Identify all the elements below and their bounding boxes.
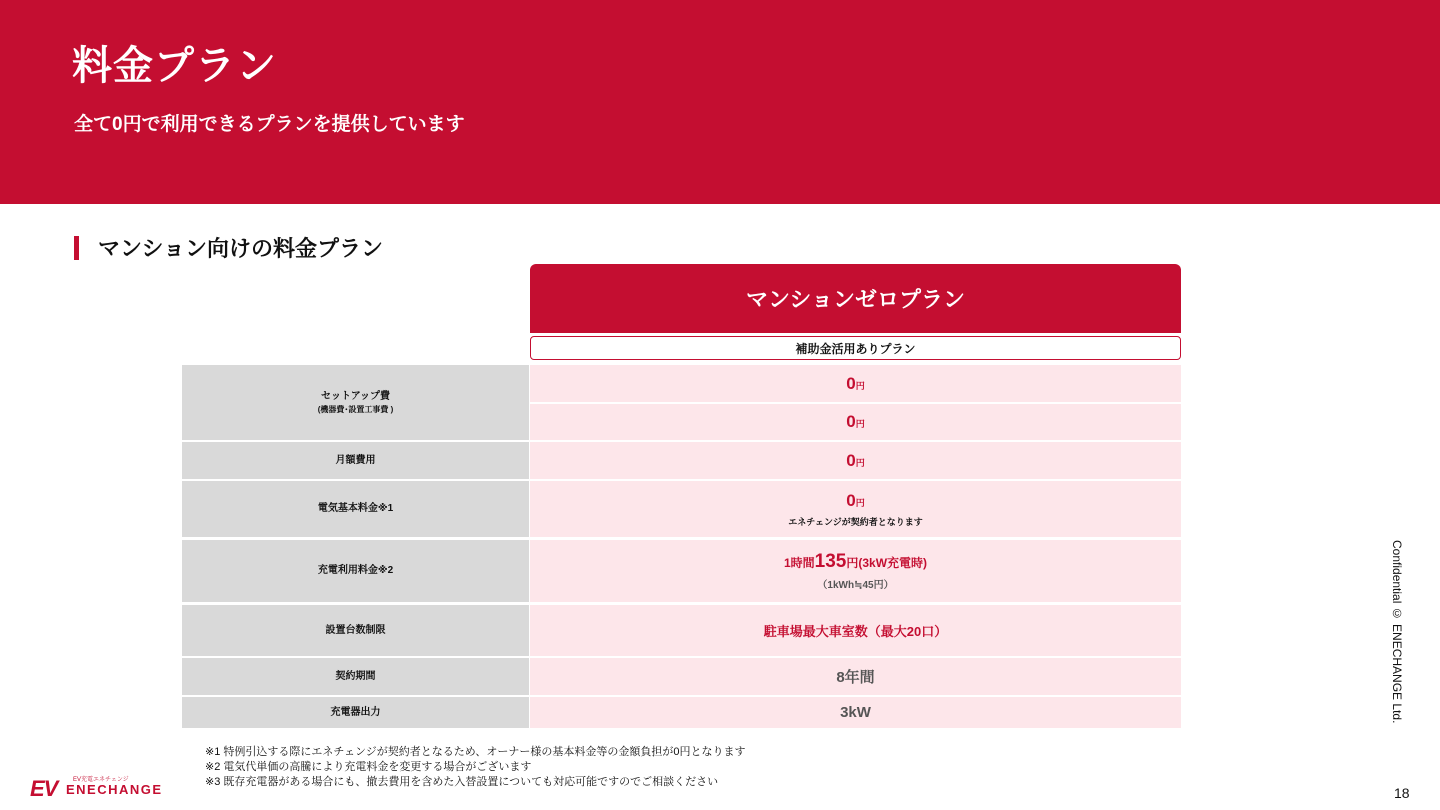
footnote-3: ※3 既存充電器がある場合にも、撤去費用を含めた入替設置についても対応可能ですのでご相談ください bbox=[205, 776, 719, 788]
logo-ev-mark: EV bbox=[30, 776, 58, 801]
setup-value-1-number: 0 bbox=[846, 373, 856, 393]
page-number: 18 bbox=[1394, 785, 1410, 801]
section-marker bbox=[74, 236, 79, 260]
basic-fee-note: エネチェンジが契約者となります bbox=[788, 516, 923, 527]
basic-fee-number: 0 bbox=[846, 490, 856, 510]
charger-output-label: 充電器出力 bbox=[330, 706, 381, 718]
page-subtitle: 全て0円で利用できるプランを提供しています bbox=[74, 114, 465, 135]
usage-suffix: 円(3kW充電時) bbox=[846, 556, 928, 570]
usage-prefix: 1時間 bbox=[783, 556, 815, 570]
charger-output-text: 3kW bbox=[840, 704, 871, 721]
monthly-value bbox=[530, 442, 1181, 479]
subplan-label: 補助金活用ありプラン bbox=[530, 336, 1181, 360]
footnote-2: ※2 電気代単価の高騰により充電料金を変更する場合がございます bbox=[205, 761, 532, 773]
plan-header: マンションゼロプラン bbox=[530, 264, 1181, 333]
row-label-contract-term bbox=[182, 658, 529, 695]
basic-fee-value bbox=[530, 481, 1181, 537]
monthly-value-number: 0 bbox=[846, 450, 856, 470]
logo-tagline: EV充電エネチェンジ bbox=[73, 777, 129, 783]
monthly-value-unit: 円 bbox=[855, 457, 865, 468]
section-title: マンション向けの料金プラン bbox=[98, 236, 384, 261]
monthly-label: 月額費用 bbox=[335, 454, 376, 466]
row-label-charger-output bbox=[182, 697, 529, 728]
setup-value-1-unit: 円 bbox=[855, 380, 865, 391]
enechange-logo bbox=[30, 772, 163, 802]
contract-term-label: 契約期間 bbox=[335, 670, 376, 682]
row-label-setup bbox=[182, 365, 529, 440]
contract-term-text: 8年間 bbox=[836, 669, 875, 686]
basic-fee-label: 電気基本料金※1 bbox=[317, 503, 394, 514]
row-label-usage-fee bbox=[182, 540, 529, 602]
logo-wordmark: ENECHANGE bbox=[66, 782, 163, 797]
usage-sub-note: （1kWh≒45円） bbox=[817, 580, 894, 591]
contract-term-value bbox=[530, 658, 1181, 695]
header-band bbox=[0, 0, 1440, 204]
install-limit-value bbox=[530, 605, 1181, 656]
charger-output-value bbox=[530, 697, 1181, 728]
usage-fee-label: 充電利用料金※2 bbox=[317, 565, 394, 576]
page-title: 料金プラン bbox=[72, 44, 277, 88]
setup-value-2-unit: 円 bbox=[855, 419, 865, 429]
setup-label: セットアップ費 bbox=[321, 390, 390, 402]
setup-value-2-number: 0 bbox=[846, 412, 856, 431]
install-limit-label: 設置台数制限 bbox=[325, 624, 386, 636]
setup-value-1 bbox=[530, 365, 1181, 402]
row-label-install-limit bbox=[182, 605, 529, 656]
footnotes bbox=[205, 745, 745, 790]
setup-sublabel: (機器費･設置工事費 ) bbox=[317, 404, 394, 414]
basic-fee-unit: 円 bbox=[855, 497, 865, 508]
confidential-notice: Confidential © ENECHANGE Ltd. bbox=[1390, 540, 1404, 724]
install-limit-text: 駐車場最大車室数（最大20口） bbox=[763, 624, 948, 639]
setup-value-2 bbox=[530, 404, 1181, 440]
usage-fee-value bbox=[530, 540, 1181, 602]
row-label-basic-fee bbox=[182, 481, 529, 537]
footnote-1: ※1 特例引込する際にエネチェンジが契約者となるため、オーナー様の基本料金等の金額負担が0円となります bbox=[205, 746, 746, 758]
row-label-monthly bbox=[182, 442, 529, 479]
usage-price: 135 bbox=[814, 551, 847, 572]
